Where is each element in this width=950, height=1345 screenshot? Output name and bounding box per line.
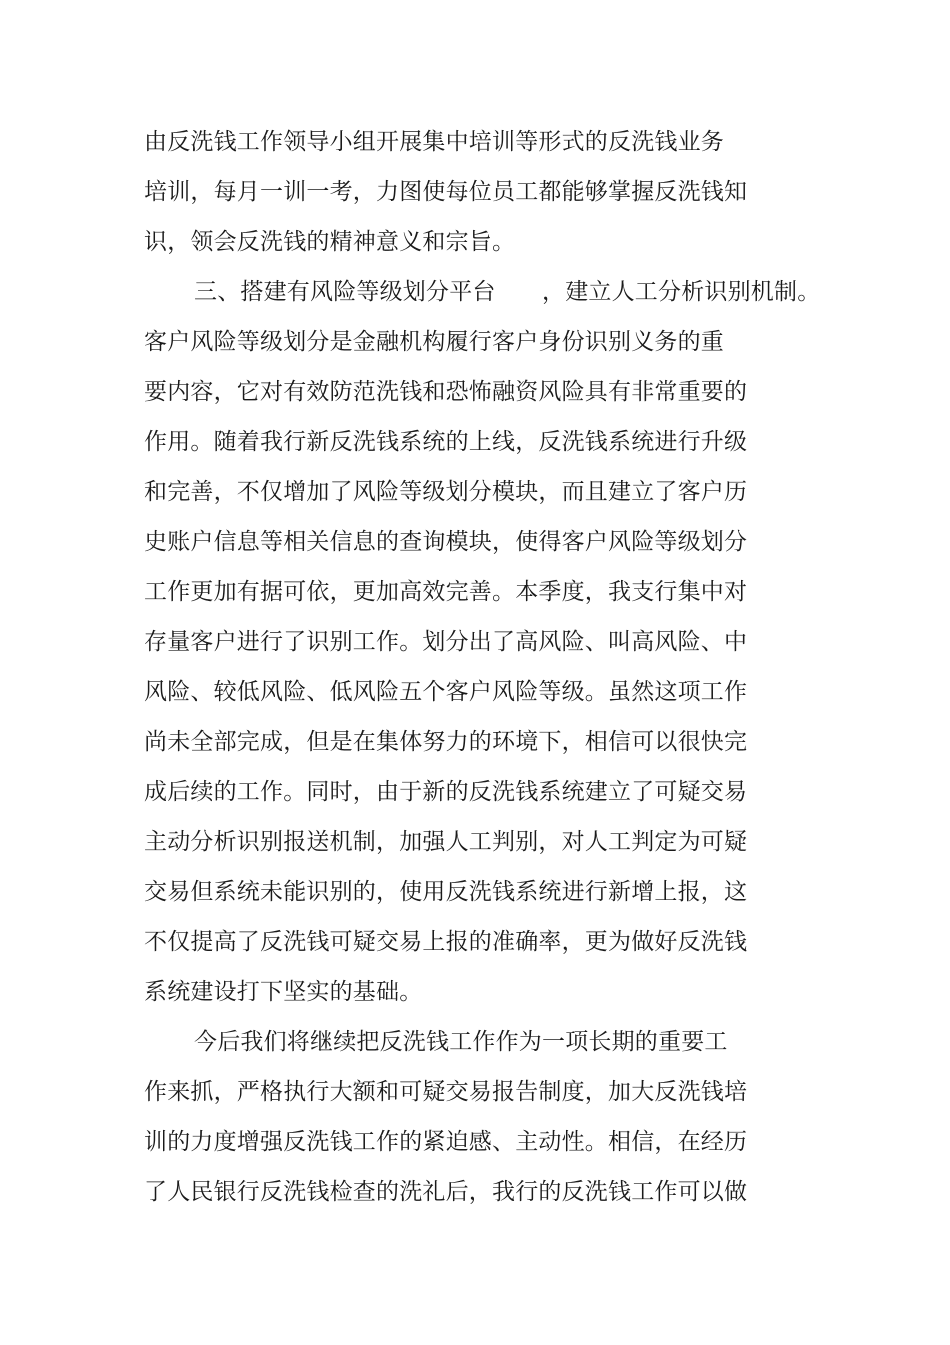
text-line: 史账户信息等相关信息的查询模块，使得客户风险等级划分 xyxy=(144,529,748,555)
text-line: 尚未全部完成，但是在集体努力的环境下，相信可以很快完 xyxy=(144,729,748,755)
text-line: 成后续的工作。同时，由于新的反洗钱系统建立了可疑交易 xyxy=(144,779,748,805)
text-line: 工作更加有据可依，更加高效完善。本季度，我支行集中对 xyxy=(144,579,748,605)
text-line: 风险、较低风险、低风险五个客户风险等级。虽然这项工作 xyxy=(144,679,748,705)
text-line: 作来抓，严格执行大额和可疑交易报告制度，加大反洗钱培 xyxy=(144,1079,748,1105)
text-line: 由反洗钱工作领导小组开展集中培训等形式的反洗钱业务 xyxy=(144,129,724,155)
text-line: 交易但系统未能识别的，使用反洗钱系统进行新增上报，这 xyxy=(144,879,748,905)
text-line: 训的力度增强反洗钱工作的紧迫感、主动性。相信，在经历 xyxy=(144,1129,748,1155)
text-line: 了人民银行反洗钱检查的洗礼后，我行的反洗钱工作可以做 xyxy=(144,1179,748,1205)
text-line: 客户风险等级划分是金融机构履行客户身份识别义务的重 xyxy=(144,329,724,355)
section-heading: 三、搭建有风险等级划分平台 ，建立人工分析识别机制。 xyxy=(194,279,821,305)
text-line: 系统建设打下坚实的基础。 xyxy=(144,979,423,1005)
text-line: 要内容，它对有效防范洗钱和恐怖融资风险具有非常重要的 xyxy=(144,379,748,405)
text-line: 今后我们将继续把反洗钱工作作为一项长期的重要工 xyxy=(194,1029,728,1055)
text-line: 作用。随着我行新反洗钱系统的上线，反洗钱系统进行升级 xyxy=(144,429,748,455)
text-line: 主动分析识别报送机制，加强人工判别，对人工判定为可疑 xyxy=(144,829,748,855)
text-line: 存量客户进行了识别工作。划分出了高风险、叫高风险、中 xyxy=(144,629,748,655)
text-line: 和完善，不仅增加了风险等级划分模块，而且建立了客户历 xyxy=(144,479,748,505)
text-line: 识，领会反洗钱的精神意义和宗旨。 xyxy=(144,229,516,255)
text-line: 不仅提高了反洗钱可疑交易上报的准确率，更为做好反洗钱 xyxy=(144,929,748,955)
text-line: 培训，每月一训一考，力图使每位员工都能够掌握反洗钱知 xyxy=(144,179,748,205)
